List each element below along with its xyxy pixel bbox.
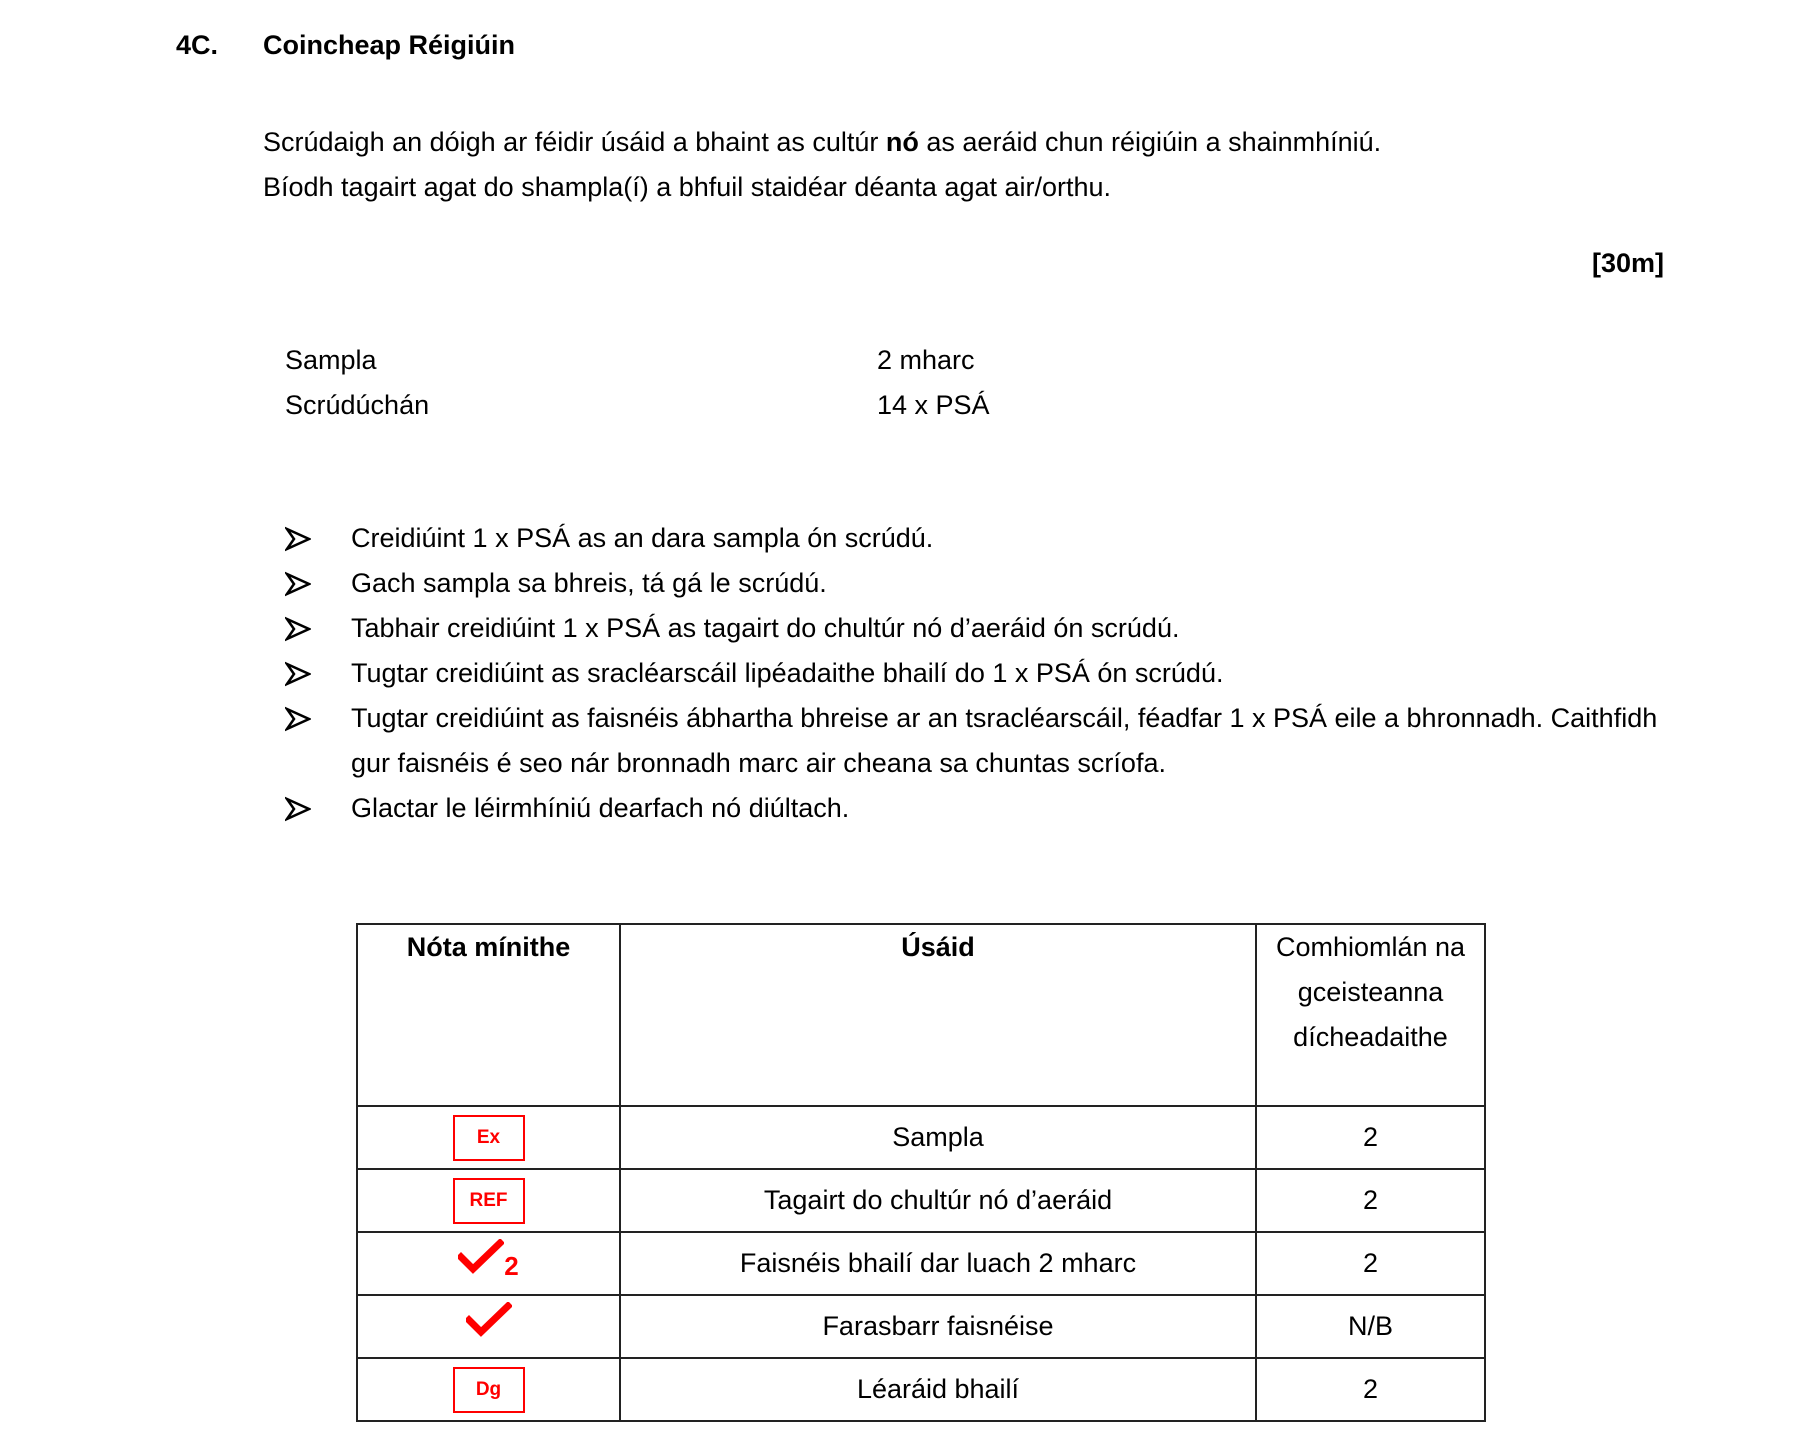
scheme-labels: [285, 338, 429, 428]
total-cell: N/B: [1256, 1295, 1485, 1358]
marking-notes: [285, 516, 1685, 831]
list-item-text: Tugtar creidiúint as sracléarscáil lipéadaithe bhailí do 1 x PSÁ ón scrúdú.: [351, 658, 1224, 688]
dg-annotation-icon: Dg: [453, 1367, 525, 1413]
scheme-value: 2 mharc: [877, 345, 975, 375]
usage-cell: Sampla: [620, 1106, 1256, 1169]
question-prompt: [263, 120, 1381, 210]
list-item: [285, 606, 1685, 651]
prompt-text: Bíodh tagairt agat do shampla(í) a bhfuil staidéar déanta agat air/orthu.: [263, 172, 1112, 202]
arrowhead-bullet-icon: [285, 786, 311, 845]
header-note: Nóta mínithe: [357, 924, 620, 1106]
list-item: [285, 561, 1685, 606]
annotation-table: [356, 923, 1486, 1422]
header-total: Comhiomlán na gceisteanna dícheadaithe: [1256, 924, 1485, 1106]
tick-2-icon: 2: [458, 1239, 518, 1289]
note-cell: [357, 1232, 620, 1295]
scheme-label: Sampla: [285, 345, 377, 375]
prompt-text: as aeráid chun réigiúin a shainmhíniú.: [918, 127, 1382, 157]
question-number: 4C.: [176, 30, 219, 60]
list-item: [285, 516, 1685, 561]
tick-icon: [466, 1302, 512, 1352]
usage-cell: Faisnéis bhailí dar luach 2 mharc: [620, 1232, 1256, 1295]
list-item-text: Gach sampla sa bhreis, tá gá le scrúdú.: [351, 568, 827, 598]
usage-cell: Tagairt do chultúr nó d’aeráid: [620, 1169, 1256, 1232]
note-cell: [357, 1169, 620, 1232]
scheme-label: Scrúdúchán: [285, 390, 430, 420]
ref-annotation-icon: REF: [453, 1178, 525, 1224]
scheme-values: [877, 338, 990, 428]
usage-cell: Farasbarr faisnéise: [620, 1295, 1256, 1358]
ex-annotation-icon: Ex: [453, 1115, 525, 1161]
header-usage: Úsáid: [620, 924, 1256, 1106]
list-item-text: Tugtar creidiúint as faisnéis ábhartha bhreise ar an tsracléarscáil, féadfar 1 x PSÁ eile a bhronnadh. Caithfidh gur faisnéis é seo nár bronnadh marc air cheana sa chuntas scríofa.: [351, 703, 1658, 778]
scheme-value: 14 x PSÁ: [877, 390, 990, 420]
total-cell: 2: [1256, 1106, 1485, 1169]
table-row: [357, 1358, 1485, 1421]
prompt-emphasis: nó: [885, 127, 919, 157]
list-item-text: Creidiúint 1 x PSÁ as an dara sampla ón scrúdú.: [351, 523, 934, 553]
arrowhead-bullet-icon: [285, 696, 311, 755]
note-cell: [357, 1295, 620, 1358]
list-item: [285, 696, 1685, 786]
total-cell: 2: [1256, 1169, 1485, 1232]
total-marks: [30m]: [1591, 248, 1664, 278]
note-cell: [357, 1106, 620, 1169]
list-item-text: Glactar le léirmhíniú dearfach nó diúltach.: [351, 793, 850, 823]
total-cell: 2: [1256, 1358, 1485, 1421]
note-cell: [357, 1358, 620, 1421]
list-item: [285, 786, 1685, 831]
list-item-text: Tabhair creidiúint 1 x PSÁ as tagairt do chultúr nó d’aeráid ón scrúdú.: [351, 613, 1180, 643]
table-row: [357, 1232, 1485, 1295]
table-row: [357, 1295, 1485, 1358]
table-row: [357, 1169, 1485, 1232]
usage-cell: Léaráid bhailí: [620, 1358, 1256, 1421]
prompt-text: Scrúdaigh an dóigh ar féidir úsáid a bhaint as cultúr: [263, 127, 886, 157]
question-title: Coincheap Réigiúin: [263, 30, 516, 60]
list-item: [285, 651, 1685, 696]
table-row: [357, 1106, 1485, 1169]
total-cell: 2: [1256, 1232, 1485, 1295]
